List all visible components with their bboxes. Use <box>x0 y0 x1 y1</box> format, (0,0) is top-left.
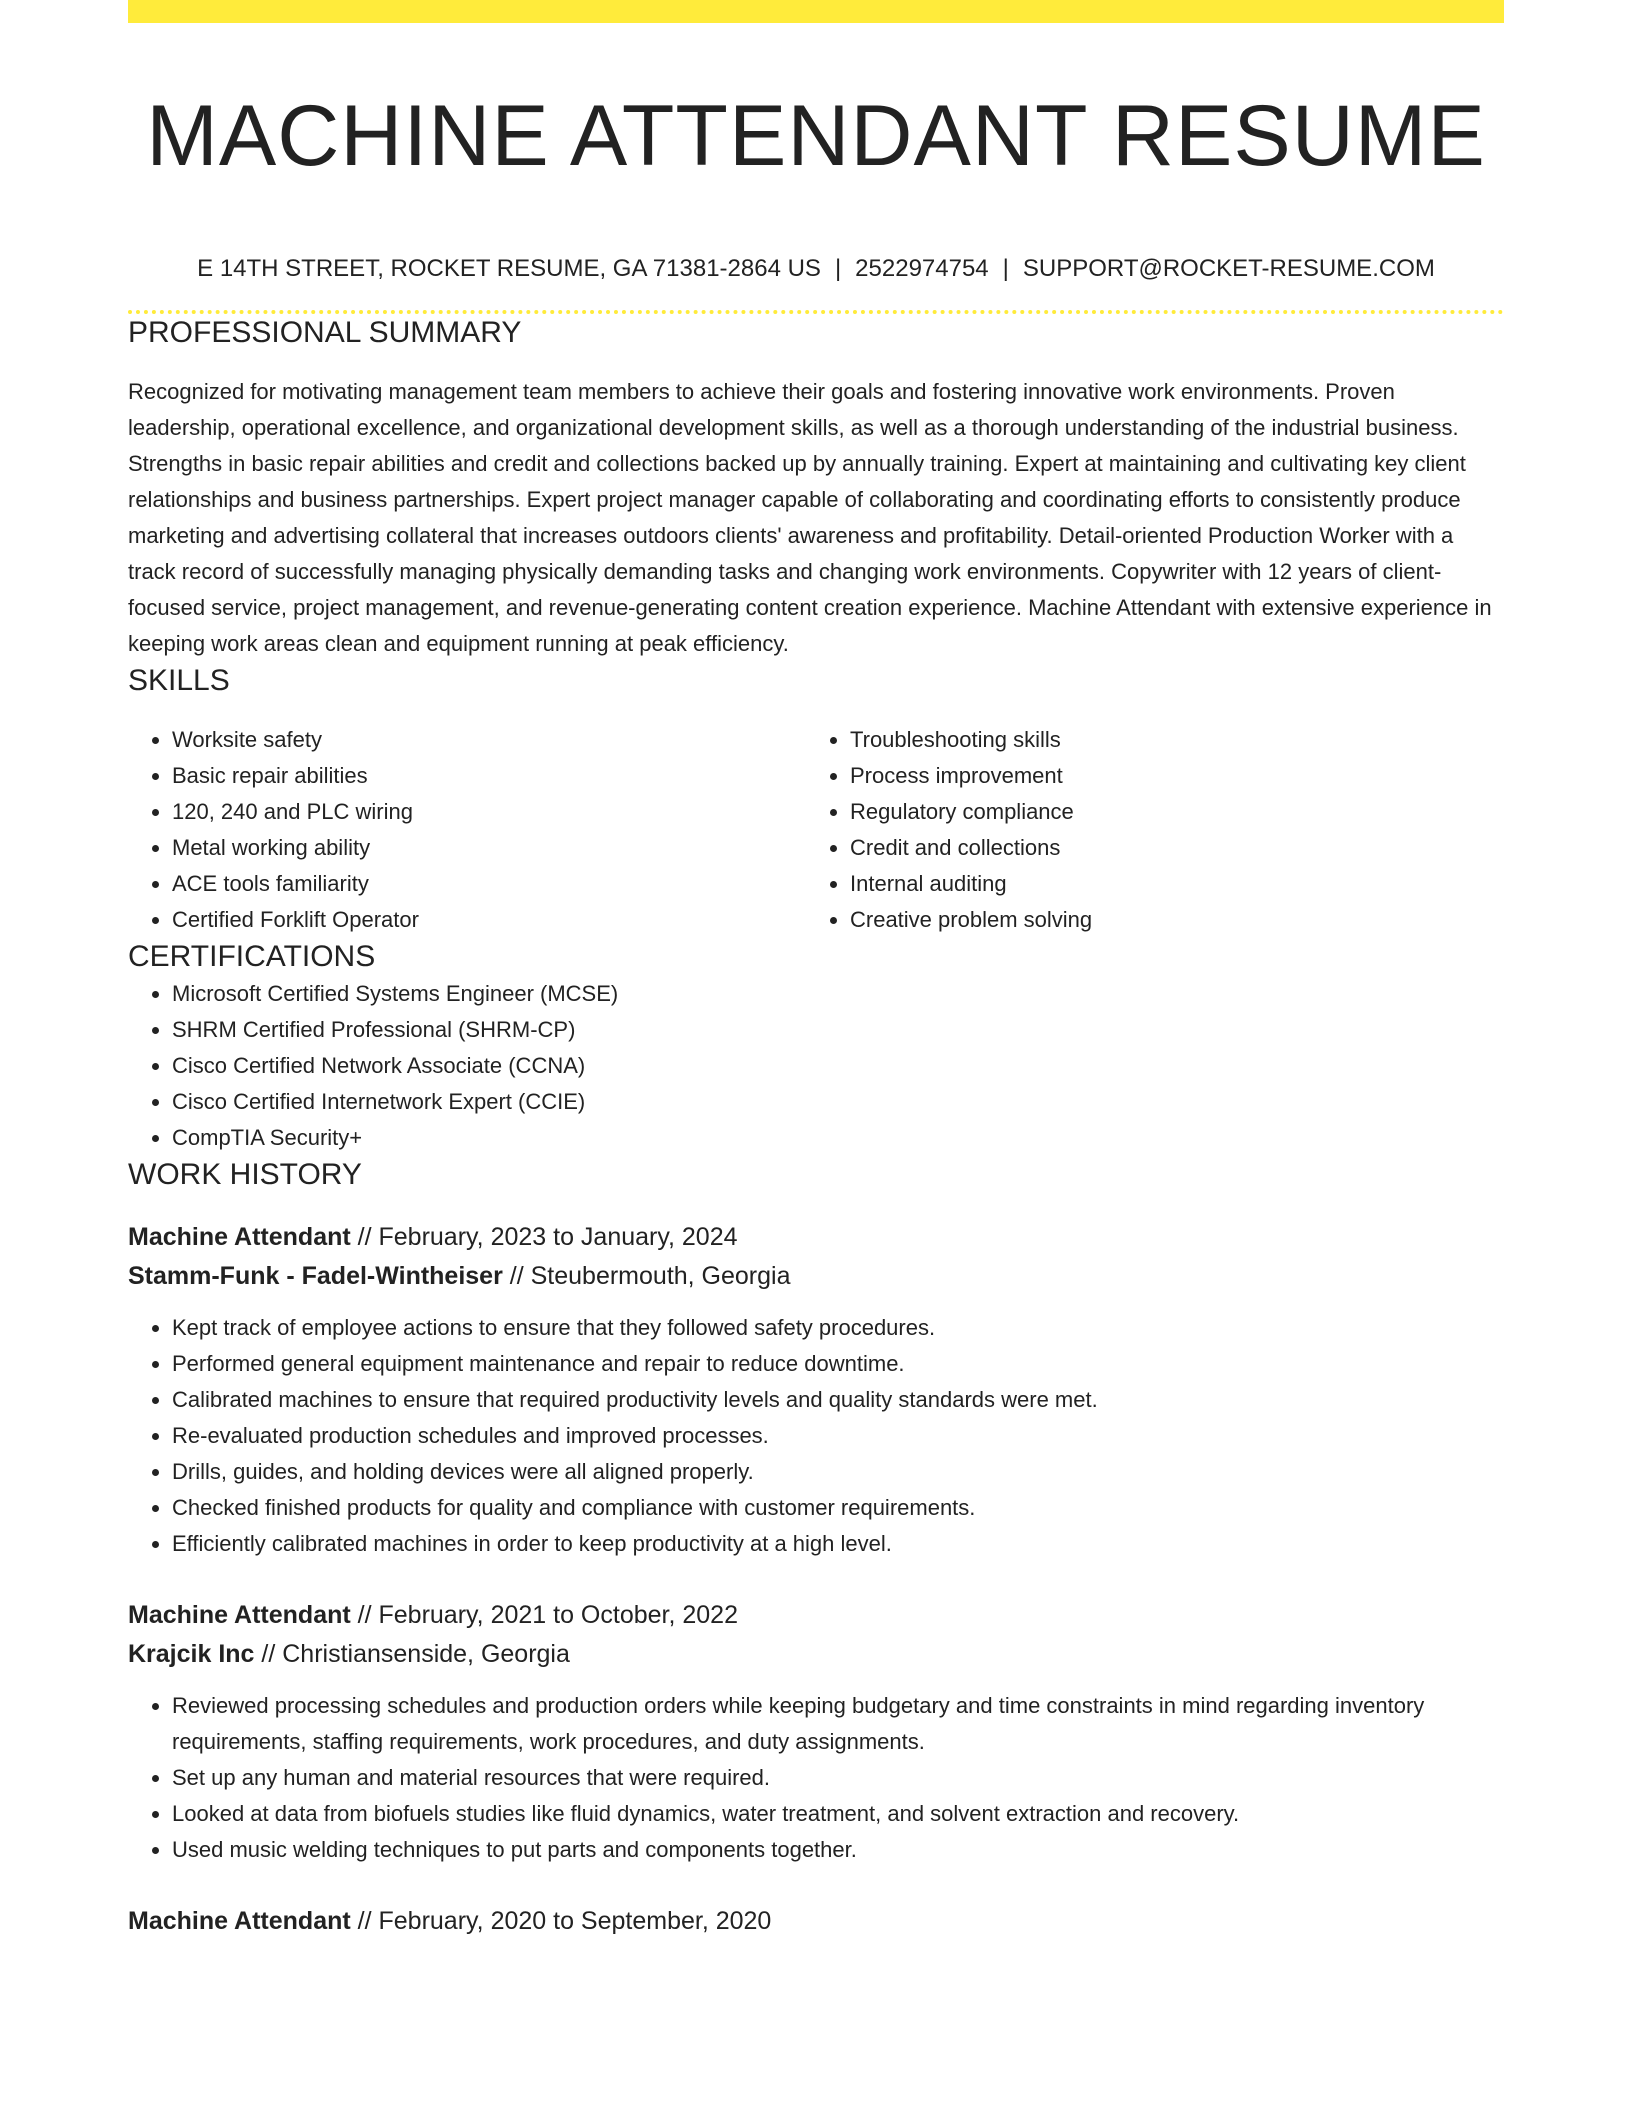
job-duty-item: • Reviewed processing schedules and production orders while keeping budgetary and time constraints in mind regarding inventory requirements, staffing requirements, work procedures, and duty assignments. <box>172 1688 1504 1760</box>
skill-item: • Basic repair abilities <box>172 758 806 794</box>
job-company-line <box>128 1257 1504 1296</box>
skill-item: • Internal auditing <box>850 866 1484 902</box>
work-history-heading: WORK HISTORY <box>128 1158 362 1191</box>
skill-item: • ACE tools familiarity <box>172 866 806 902</box>
job-location: // Steubermouth, Georgia <box>509 1262 791 1290</box>
certifications-heading: CERTIFICATIONS <box>128 940 376 973</box>
page-title: MACHINE ATTENDANT RESUME <box>146 88 1486 184</box>
skills-column-right <box>806 722 1484 938</box>
skill-item: • Credit and collections <box>850 830 1484 866</box>
job-title-line <box>128 1218 1504 1257</box>
skill-item: • Creative problem solving <box>850 902 1484 938</box>
job-entry <box>128 1902 1504 1941</box>
certification-item: • CompTIA Security+ <box>172 1120 1504 1156</box>
contact-address: E 14TH STREET, ROCKET RESUME, GA 71381-2864 US <box>197 255 821 282</box>
certification-item: • Cisco Certified Internetwork Expert (CCIE) <box>172 1084 1504 1120</box>
job-duty-item: • Calibrated machines to ensure that required productivity levels and quality standards were met. <box>172 1382 1504 1418</box>
skills-heading: SKILLS <box>128 664 230 697</box>
skill-item: • Certified Forklift Operator <box>172 902 806 938</box>
contact-separator: | <box>1002 255 1009 282</box>
resume-page <box>128 0 1504 1941</box>
job-entry <box>128 1596 1504 1868</box>
contact-separator: | <box>834 255 842 282</box>
job-duties-list <box>128 1688 1504 1868</box>
job-dates: // February, 2023 to January, 2024 <box>357 1223 738 1251</box>
skills-list-right <box>806 722 1484 938</box>
job-location: // Christiansenside, Georgia <box>261 1640 570 1668</box>
skill-item: • Process improvement <box>850 758 1484 794</box>
job-duty-item: • Re-evaluated production schedules and improved processes. <box>172 1418 1504 1454</box>
contact-email: SUPPORT@ROCKET-RESUME.COM <box>1022 255 1435 282</box>
contact-line <box>128 254 1504 284</box>
job-title: Machine Attendant <box>128 1907 351 1935</box>
job-title: Machine Attendant <box>128 1601 351 1629</box>
certifications-list <box>128 976 1504 1156</box>
job-company: Stamm-Funk - Fadel-Wintheiser <box>128 1262 503 1290</box>
summary-heading: PROFESSIONAL SUMMARY <box>128 316 522 349</box>
certification-item: • Microsoft Certified Systems Engineer (MCSE) <box>172 976 1504 1012</box>
job-dates: // February, 2021 to October, 2022 <box>357 1601 738 1629</box>
job-entry <box>128 1218 1504 1562</box>
skill-item: • Regulatory compliance <box>850 794 1484 830</box>
skills-grid <box>128 722 1504 938</box>
job-title-line <box>128 1902 1504 1941</box>
skills-list-left <box>128 722 806 938</box>
job-duty-item: • Checked finished products for quality and compliance with customer requirements. <box>172 1490 1504 1526</box>
certification-item: • Cisco Certified Network Associate (CCNA) <box>172 1048 1504 1084</box>
job-duties-list <box>128 1310 1504 1562</box>
job-company-line <box>128 1635 1504 1674</box>
job-duty-item: • Performed general equipment maintenance and repair to reduce downtime. <box>172 1346 1504 1382</box>
contact-phone: 2522974754 <box>855 255 989 282</box>
summary-text: Recognized for motivating management team members to achieve their goals and fostering innovative work environments. Proven leadership, operational excellence, and organizational development skills, as well as a thorough understanding of the industrial business. Strengths in basic repair abilities and credit and collections backed up by annually training. Expert at maintaining and cultivating key client relationships and business partnerships. Expert project manager capable of collaborating and coordinating efforts to consistently produce marketing and advertising collateral that increases outdoors clients' awareness and profitability. Detail-oriented Production Worker with a track record of successfully managing physically demanding tasks and changing work environments. Copywriter with 12 years of client-focused service, project management, and revenue-generating content creation experience. Machine Attendant with extensive experience in keeping work areas clean and equipment running at peak efficiency. <box>128 379 1492 656</box>
job-duty-item: • Kept track of employee actions to ensure that they followed safety procedures. <box>172 1310 1504 1346</box>
job-title: Machine Attendant <box>128 1223 351 1251</box>
job-duty-item: • Efficiently calibrated machines in order to keep productivity at a high level. <box>172 1526 1504 1562</box>
job-company: Krajcik Inc <box>128 1640 255 1668</box>
certification-item: • SHRM Certified Professional (SHRM-CP) <box>172 1012 1504 1048</box>
job-duty-item: • Set up any human and material resources that were required. <box>172 1760 1504 1796</box>
accent-top-bar <box>128 0 1504 23</box>
job-duty-item: • Drills, guides, and holding devices were all aligned properly. <box>172 1454 1504 1490</box>
skill-item: • Metal working ability <box>172 830 806 866</box>
job-duty-item: • Looked at data from biofuels studies like fluid dynamics, water treatment, and solvent extraction and recovery. <box>172 1796 1504 1832</box>
skills-column-left <box>128 722 806 938</box>
skill-item: • Troubleshooting skills <box>850 722 1484 758</box>
skill-item: • Worksite safety <box>172 722 806 758</box>
job-duty-item: • Used music welding techniques to put parts and components together. <box>172 1832 1504 1868</box>
job-dates: // February, 2020 to September, 2020 <box>357 1907 772 1935</box>
skill-item: • 120, 240 and PLC wiring <box>172 794 806 830</box>
job-title-line <box>128 1596 1504 1635</box>
